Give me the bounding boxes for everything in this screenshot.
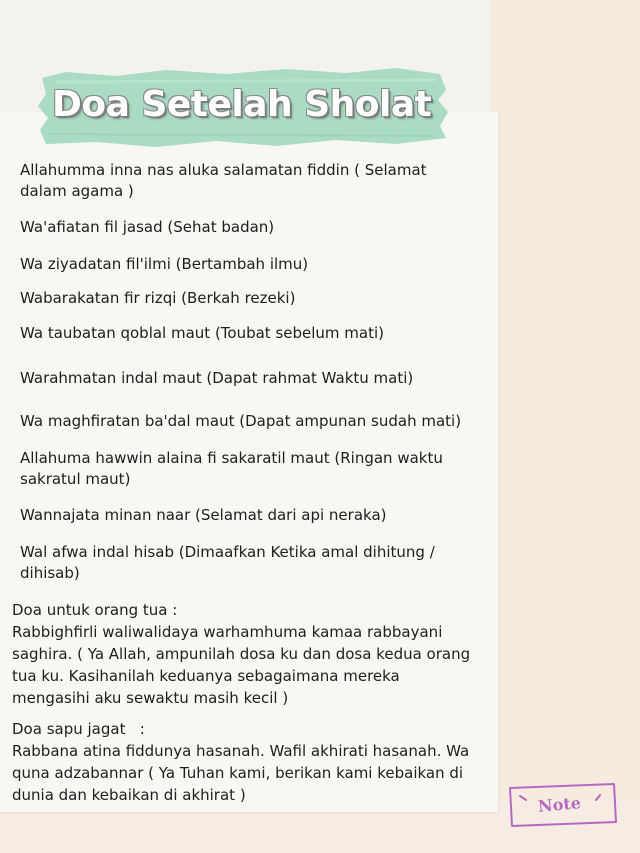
orang-tua-heading: Doa untuk orang tua :	[12, 601, 178, 619]
note-label: Note	[537, 793, 582, 816]
prayer-line: dalam agama )	[20, 182, 134, 200]
orang-tua-line: saghira. ( Ya Allah, ampunilah dosa ku dan dosa kedua orang	[12, 645, 471, 663]
sapu-jagat-heading: Doa sapu jagat :	[12, 720, 145, 738]
prayer-line: Wa ziyadatan fil'ilmi (Bertambah ilmu)	[20, 255, 309, 273]
prayer-line: Wal afwa indal hisab (Dimaafkan Ketika amal dihitung /	[20, 543, 435, 561]
sapu-jagat-line: Rabbana atina fiddunya hasanah. Wafil akhirati hasanah. Wa	[12, 742, 470, 760]
orang-tua-line: Rabbighfirli waliwalidaya warhamhuma kamaa rabbayani	[12, 623, 443, 641]
background-right-panel	[490, 0, 640, 853]
sapu-jagat-line: quna adzabannar ( Ya Tuhan kami, berikan kami kebaikan di	[12, 764, 464, 782]
prayer-line: dihisab)	[20, 564, 80, 582]
prayer-line: Wabarakatan fir rizqi (Berkah rezeki)	[20, 289, 296, 307]
page-title: Doa Setelah Sholat	[52, 84, 432, 125]
orang-tua-line: tua ku. Kasihanilah keduanya sebagaimana mereka	[12, 667, 400, 685]
prayer-line: Wannajata minan naar (Selamat dari api neraka)	[20, 506, 387, 524]
prayer-line: Wa taubatan qoblal maut (Toubat sebelum mati)	[20, 324, 385, 342]
prayer-line: Allahuma hawwin alaina fi sakaratil maut (Ringan waktu	[20, 449, 443, 467]
prayer-line: Warahmatan indal maut (Dapat rahmat Waktu mati)	[20, 369, 414, 387]
orang-tua-line: mengasihi aku sewaktu masih kecil )	[12, 689, 289, 707]
sapu-jagat-line: dunia dan kebaikan di akhirat )	[12, 786, 246, 804]
prayer-line: Wa'afiatan fil jasad (Sehat badan)	[20, 218, 275, 236]
prayer-line: Allahumma inna nas aluka salamatan fiddin ( Selamat	[20, 161, 427, 179]
prayer-line: Wa maghfiratan ba'dal maut (Dapat ampunan sudah mati)	[20, 412, 462, 430]
prayer-line: sakratul maut)	[20, 470, 131, 488]
